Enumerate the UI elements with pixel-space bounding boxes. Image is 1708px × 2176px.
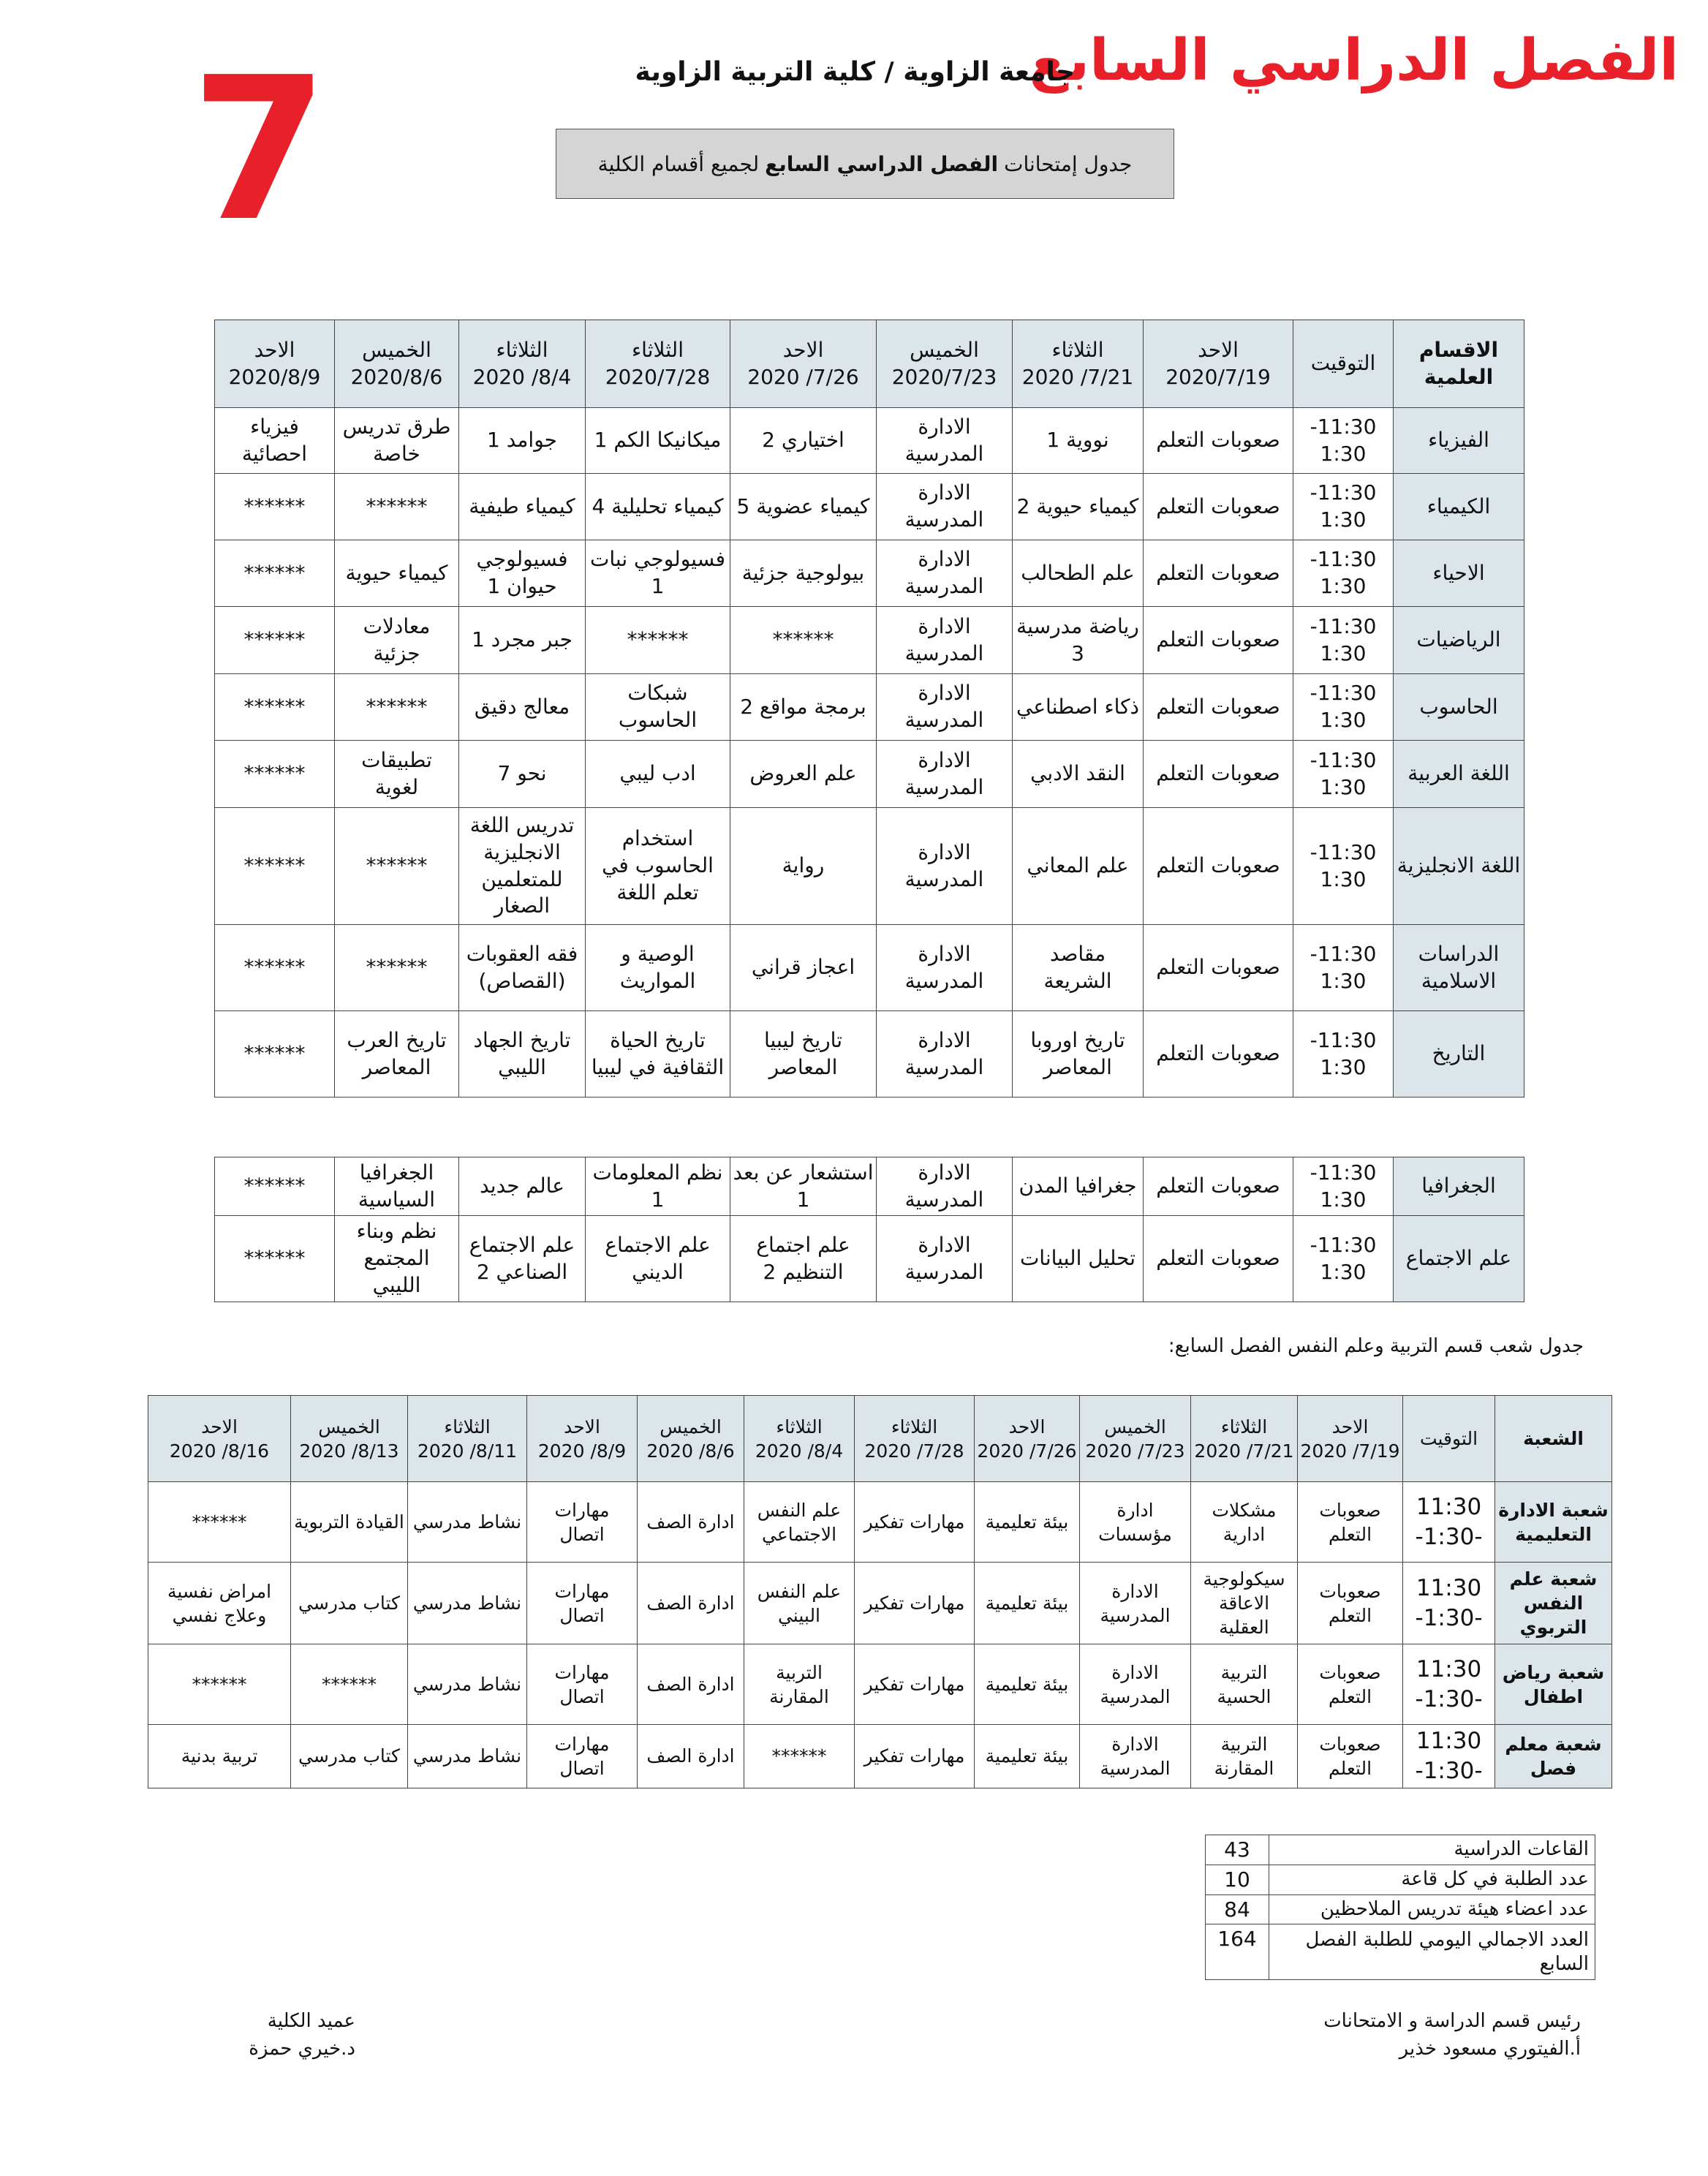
branch-header: الشعبة	[1495, 1396, 1612, 1482]
day-header: الخميس 2020/7/23	[877, 320, 1013, 408]
caption-pre: جدول إمتحانات	[1004, 151, 1133, 176]
time-cell: 11:30 -1:30-	[1403, 1482, 1495, 1563]
subject-cell: فقه العقوبات (القصاص)	[459, 925, 586, 1011]
subject-cell: ******	[215, 1011, 335, 1098]
subject-cell: تاريخ العرب المعاصر	[335, 1011, 459, 1098]
table-row	[148, 1563, 1612, 1644]
subject-cell: الادارة المدرسية	[1080, 1725, 1191, 1788]
time-cell: 11:30- 1:30	[1293, 474, 1394, 540]
subject-cell: النقد الادبي	[1013, 741, 1144, 808]
subject-cell: ******	[148, 1482, 291, 1563]
stats-label: العدد الاجمالي اليومي للطلبة الفصل السابع	[1269, 1924, 1595, 1980]
stats-label: عدد اعضاء هيئة تدريس الملاحظين	[1269, 1894, 1595, 1924]
subject-cell: طرق تدريس خاصة	[335, 408, 459, 474]
row-label: الجغرافيا	[1394, 1157, 1524, 1216]
subject-cell: مقاصد الشريعة	[1013, 925, 1144, 1011]
subject-cell: تطبيقات لغوية	[335, 741, 459, 808]
stats-row	[1206, 1894, 1595, 1924]
subject-cell: ******	[586, 607, 730, 674]
subject-cell: الادارة المدرسية	[877, 741, 1013, 808]
subject-cell: ادارة الصف	[638, 1725, 744, 1788]
day-header: الخميس 8/13/ 2020	[291, 1396, 408, 1482]
time-cell: 11:30 -1:30-	[1403, 1563, 1495, 1644]
subject-cell: علم النفس البيني	[744, 1563, 855, 1644]
subject-cell: الادارة المدرسية	[877, 1216, 1013, 1302]
subject-cell: معادلات جزئية	[335, 607, 459, 674]
subject-cell: الادارة المدرسية	[877, 808, 1013, 925]
subject-cell: بيئة تعليمية	[975, 1482, 1080, 1563]
table-row	[215, 674, 1524, 741]
subject-cell: الادارة المدرسية	[877, 1157, 1013, 1216]
subject-cell: ******	[215, 607, 335, 674]
day-header: الثلاثاء 7/28/ 2020	[855, 1396, 975, 1482]
day-header: الثلاثاء 2020/7/28	[586, 320, 730, 408]
subject-cell: الادارة المدرسية	[877, 674, 1013, 741]
caption-box	[556, 129, 1174, 199]
subject-cell: كيمياء حيوية	[335, 540, 459, 607]
subject-cell: ******	[215, 1157, 335, 1216]
day-header: الاحد 7/26/ 2020	[730, 320, 877, 408]
row-label: علم الاجتماع	[1394, 1216, 1524, 1302]
subject-cell: استشعار عن بعد 1	[730, 1157, 877, 1216]
subject-cell: اختياري 2	[730, 408, 877, 474]
subject-cell: ذكاء اصطناعي	[1013, 674, 1144, 741]
subject-cell: صعوبات التعلم	[1144, 741, 1293, 808]
subject-cell: ******	[148, 1644, 291, 1725]
stats-label: عدد الطلبة في كل قاعة	[1269, 1865, 1595, 1894]
row-label: الاحياء	[1394, 540, 1524, 607]
subject-cell: صعوبات التعلم	[1144, 1157, 1293, 1216]
subject-cell: التربية المقارنة	[1191, 1725, 1298, 1788]
time-cell: 11:30- 1:30	[1293, 674, 1394, 741]
subject-cell: ادارة الصف	[638, 1644, 744, 1725]
subject-cell: صعوبات التعلم	[1144, 408, 1293, 474]
day-header: الاحد 7/19/ 2020	[1298, 1396, 1403, 1482]
subject-cell: ******	[215, 1216, 335, 1302]
subject-cell: مهارات تفكير	[855, 1644, 975, 1725]
subject-cell: صعوبات التعلم	[1298, 1644, 1403, 1725]
table-row	[215, 1157, 1524, 1216]
table-row	[215, 1216, 1524, 1302]
subject-cell: ******	[215, 925, 335, 1011]
subject-cell: عالم جديد	[459, 1157, 586, 1216]
subject-cell: علم اجتماع التنظيم 2	[730, 1216, 877, 1302]
subject-cell: علم الاجتماع الديني	[586, 1216, 730, 1302]
table-row	[148, 1644, 1612, 1725]
stats-label: القاعات الدراسية	[1269, 1835, 1595, 1865]
day-header: الثلاثاء 8/4/ 2020	[459, 320, 586, 408]
row-label: شعبة علم النفس التربوي	[1495, 1563, 1612, 1644]
subject-cell: جوامد 1	[459, 408, 586, 474]
subject-cell: علم النفس الاجتماعي	[744, 1482, 855, 1563]
subject-cell: جبر مجرد 1	[459, 607, 586, 674]
departments-table-body	[215, 408, 1524, 1098]
row-label: اللغة الانجليزية	[1394, 808, 1524, 925]
day-header: الاحد 8/9/ 2020	[527, 1396, 638, 1482]
subject-cell: مهارات تفكير	[855, 1725, 975, 1788]
subject-cell: كيمياء تحليلية 4	[586, 474, 730, 540]
day-header: الخميس 8/6/ 2020	[638, 1396, 744, 1482]
subject-cell: تاريخ الجهاد الليبي	[459, 1011, 586, 1098]
time-cell: 11:30- 1:30	[1293, 1157, 1394, 1216]
subject-cell: ******	[215, 474, 335, 540]
subject-cell: بيئة تعليمية	[975, 1644, 1080, 1725]
subject-cell: رياضة مدرسية 3	[1013, 607, 1144, 674]
subject-cell: مهارات اتصال	[527, 1725, 638, 1788]
subject-cell: ادارة الصف	[638, 1563, 744, 1644]
subject-cell: الادارة المدرسية	[877, 607, 1013, 674]
subject-cell: تاريخ اوروبا المعاصر	[1013, 1011, 1144, 1098]
subject-cell: التربية المقارنة	[744, 1644, 855, 1725]
subject-cell: جغرافيا المدن	[1013, 1157, 1144, 1216]
semester-number: 7	[191, 34, 328, 265]
subject-cell: تدريس اللغة الانجليزية للمتعلمين الصغار	[459, 808, 586, 925]
table-row	[215, 925, 1524, 1011]
subject-cell: كتاب مدرسي	[291, 1725, 408, 1788]
subject-cell: كتاب مدرسي	[291, 1563, 408, 1644]
subject-cell: تاريخ ليبيا المعاصر	[730, 1011, 877, 1098]
row-label: التاريخ	[1394, 1011, 1524, 1098]
stats-table	[1205, 1835, 1595, 1980]
education-branches-table	[148, 1395, 1612, 1788]
education-table-body	[148, 1482, 1612, 1788]
subject-cell: مهارات اتصال	[527, 1644, 638, 1725]
time-cell: 11:30- 1:30	[1293, 1011, 1394, 1098]
time-cell: 11:30 -1:30-	[1403, 1725, 1495, 1788]
subject-cell: مهارات تفكير	[855, 1563, 975, 1644]
subject-cell: نشاط مدرسي	[408, 1644, 527, 1725]
row-label: الفيزياء	[1394, 408, 1524, 474]
subject-cell: صعوبات التعلم	[1298, 1482, 1403, 1563]
table-row	[215, 540, 1524, 607]
subject-cell: الادارة المدرسية	[877, 540, 1013, 607]
subject-cell: بيولوجية جزئية	[730, 540, 877, 607]
subject-cell: صعوبات التعلم	[1144, 540, 1293, 607]
subject-cell: علم المعاني	[1013, 808, 1144, 925]
subject-cell: فسيولوجي نبات 1	[586, 540, 730, 607]
subject-cell: كيمياء عضوية 5	[730, 474, 877, 540]
subject-cell: ******	[744, 1725, 855, 1788]
second-table-body	[215, 1157, 1524, 1302]
stats-value: 164	[1206, 1924, 1269, 1980]
caption-post: لجميع أقسام الكلية	[597, 151, 760, 176]
time-cell: 11:30- 1:30	[1293, 607, 1394, 674]
subject-cell: الادارة المدرسية	[1080, 1644, 1191, 1725]
subject-cell: اعجاز قراني	[730, 925, 877, 1011]
subject-cell: الوصية و المواريث	[586, 925, 730, 1011]
subject-cell: نشاط مدرسي	[408, 1563, 527, 1644]
table-row	[215, 607, 1524, 674]
subject-cell: الادارة المدرسية	[877, 474, 1013, 540]
day-header: الثلاثاء 8/4/ 2020	[744, 1396, 855, 1482]
subject-cell: امراض نفسية وعلاج نفسي	[148, 1563, 291, 1644]
subject-cell: رواية	[730, 808, 877, 925]
row-label: الرياضيات	[1394, 607, 1524, 674]
subject-cell: الادارة المدرسية	[877, 1011, 1013, 1098]
table-row	[215, 808, 1524, 925]
subject-cell: ******	[335, 674, 459, 741]
subject-cell: نحو 7	[459, 741, 586, 808]
subject-cell: فسيولوجي حيوان 1	[459, 540, 586, 607]
caption-bold: الفصل الدراسي السابع	[765, 151, 999, 176]
stats-row	[1206, 1924, 1595, 1980]
semester-title: الفصل الدراسي السابع	[1029, 28, 1679, 94]
subject-cell: بيئة تعليمية	[975, 1725, 1080, 1788]
subject-cell: تاريخ الحياة الثقافية في ليبيا	[586, 1011, 730, 1098]
time-cell: 11:30- 1:30	[1293, 741, 1394, 808]
stats-value: 43	[1206, 1835, 1269, 1865]
subject-cell: ******	[335, 925, 459, 1011]
subject-cell: ادارة الصف	[638, 1482, 744, 1563]
subject-cell: كيمياء حيوية 2	[1013, 474, 1144, 540]
university-title: جامعة الزاوية / كلية التربية الزاوية	[635, 57, 1075, 87]
table-row	[215, 741, 1524, 808]
time-cell: 11:30- 1:30	[1293, 808, 1394, 925]
subject-cell: سيكولوجية الاعاقة العقلية	[1191, 1563, 1298, 1644]
row-label: الدراسات الاسلامية	[1394, 925, 1524, 1011]
subject-cell: ادارة مؤسسات	[1080, 1482, 1191, 1563]
day-header: الاحد 2020/7/19	[1144, 320, 1293, 408]
subject-cell: مشكلات ادارية	[1191, 1482, 1298, 1563]
subject-cell: نظم المعلومات 1	[586, 1157, 730, 1216]
subject-cell: ******	[215, 674, 335, 741]
subject-cell: الادارة المدرسية	[877, 925, 1013, 1011]
subject-cell: ******	[215, 808, 335, 925]
subject-cell: علم الطحالب	[1013, 540, 1144, 607]
day-header: الاحد 8/16/ 2020	[148, 1396, 291, 1482]
row-label: شعبة الادارة التعليمية	[1495, 1482, 1612, 1563]
subject-cell: ******	[730, 607, 877, 674]
row-label: الكيمياء	[1394, 474, 1524, 540]
day-header: الثلاثاء 7/21/ 2020	[1191, 1396, 1298, 1482]
education-header-row	[148, 1396, 1612, 1482]
subject-cell: علم العروض	[730, 741, 877, 808]
time-cell: 11:30- 1:30	[1293, 540, 1394, 607]
subject-cell: نووية 1	[1013, 408, 1144, 474]
day-header: الاحد 2020/8/9	[215, 320, 335, 408]
day-header: الاحد 7/26/ 2020	[975, 1396, 1080, 1482]
stats-value: 84	[1206, 1894, 1269, 1924]
subject-cell: صعوبات التعلم	[1298, 1563, 1403, 1644]
dean-title: عميد الكلية	[267, 2010, 355, 2032]
stats-row	[1206, 1835, 1595, 1865]
stats-value: 10	[1206, 1865, 1269, 1894]
row-label: الحاسوب	[1394, 674, 1524, 741]
subject-cell: ميكانيكا الكم 1	[586, 408, 730, 474]
table-row	[215, 1011, 1524, 1098]
subject-cell: صعوبات التعلم	[1144, 1216, 1293, 1302]
subject-cell: ******	[291, 1644, 408, 1725]
row-label: شعبة معلم فصل	[1495, 1725, 1612, 1788]
subject-cell: شبكات الحاسوب	[586, 674, 730, 741]
day-header: الخميس 7/23/ 2020	[1080, 1396, 1191, 1482]
dept-header: الاقسام العلمية	[1394, 320, 1524, 408]
time-cell: 11:30 -1:30-	[1403, 1644, 1495, 1725]
dean-signature	[249, 2008, 355, 2063]
subject-cell: التربية الحسية	[1191, 1644, 1298, 1725]
subject-cell: بيئة تعليمية	[975, 1563, 1080, 1644]
table-row	[148, 1725, 1612, 1788]
departments-exam-table	[214, 320, 1524, 1098]
subject-cell: صعوبات التعلم	[1144, 474, 1293, 540]
subject-cell: صعوبات التعلم	[1144, 607, 1293, 674]
subject-cell: برمجة مواقع 2	[730, 674, 877, 741]
subject-cell: الادارة المدرسية	[1080, 1563, 1191, 1644]
row-label: شعبة رياض اطفال	[1495, 1644, 1612, 1725]
table-row	[215, 474, 1524, 540]
subject-cell: مهارات تفكير	[855, 1482, 975, 1563]
day-header: الثلاثاء 7/21/ 2020	[1013, 320, 1144, 408]
subject-cell: فيزياء احصائية	[215, 408, 335, 474]
subject-cell: كيمياء طيفية	[459, 474, 586, 540]
subject-cell: الجغرافيا السياسية	[335, 1157, 459, 1216]
time-cell: 11:30- 1:30	[1293, 1216, 1394, 1302]
row-label: اللغة العربية	[1394, 741, 1524, 808]
table-row	[148, 1482, 1612, 1563]
subject-cell: نشاط مدرسي	[408, 1725, 527, 1788]
subject-cell: الادارة المدرسية	[877, 408, 1013, 474]
subject-cell: القيادة التربوية	[291, 1482, 408, 1563]
subject-cell: ******	[215, 540, 335, 607]
time-cell: 11:30- 1:30	[1293, 925, 1394, 1011]
subject-cell: علم الاجتماع الصناعي 2	[459, 1216, 586, 1302]
subject-cell: صعوبات التعلم	[1144, 1011, 1293, 1098]
dean-name: د.خيري حمزة	[249, 2037, 355, 2060]
subject-cell: صعوبات التعلم	[1144, 674, 1293, 741]
time-header: التوقيت	[1403, 1396, 1495, 1482]
subject-cell: مهارات اتصال	[527, 1563, 638, 1644]
subject-cell: مهارات اتصال	[527, 1482, 638, 1563]
day-header: الخميس 2020/8/6	[335, 320, 459, 408]
subject-cell: ******	[215, 741, 335, 808]
time-cell: 11:30- 1:30	[1293, 408, 1394, 474]
subject-cell: صعوبات التعلم	[1144, 925, 1293, 1011]
subject-cell: تربية بدنية	[148, 1725, 291, 1788]
head-name: أ.الفيتوري مسعود خذير	[1399, 2037, 1581, 2060]
head-signature	[1323, 2008, 1581, 2063]
subject-cell: صعوبات التعلم	[1144, 808, 1293, 925]
subject-cell: استخدام الحاسوب في تعلم اللغة	[586, 808, 730, 925]
table-header-row	[215, 320, 1524, 408]
day-header: الثلاثاء 8/11/ 2020	[408, 1396, 527, 1482]
subject-cell: صعوبات التعلم	[1298, 1725, 1403, 1788]
subject-cell: معالج دقيق	[459, 674, 586, 741]
subject-cell: ادب ليبي	[586, 741, 730, 808]
subject-cell: نظم وبناء المجتمع الليبي	[335, 1216, 459, 1302]
education-table-title: جدول شعب قسم التربية وعلم النفس الفصل السابع:	[1168, 1335, 1584, 1357]
subject-cell: نشاط مدرسي	[408, 1482, 527, 1563]
stats-row	[1206, 1865, 1595, 1894]
subject-cell: تحليل البيانات	[1013, 1216, 1144, 1302]
table-row	[215, 408, 1524, 474]
head-title: رئيس قسم الدراسة و الامتحانات	[1323, 2010, 1581, 2032]
second-departments-table	[214, 1157, 1524, 1302]
subject-cell: ******	[335, 474, 459, 540]
time-header: التوقيت	[1293, 320, 1394, 408]
subject-cell: ******	[335, 808, 459, 925]
